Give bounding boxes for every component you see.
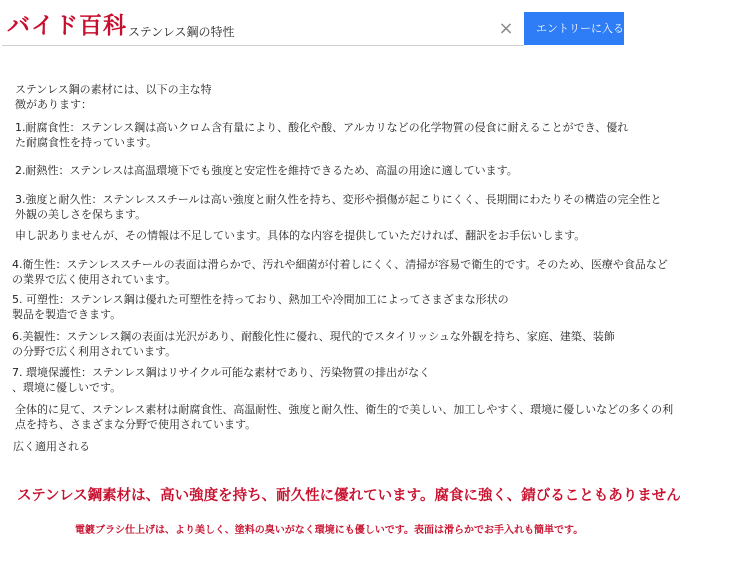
- property-heat-resistance: [15, 163, 518, 178]
- paragraph-line: た耐腐食性を持っています。: [15, 136, 158, 149]
- paragraph-line: 申し訳ありませんが、その情報は不足しています。具体的な内容を提供していただければ、翻訳をお手伝いします。: [15, 229, 586, 242]
- property-aesthetics: [12, 329, 615, 359]
- paragraph-line: 製品を製造できます。: [12, 308, 122, 321]
- property-hygiene: [12, 257, 668, 287]
- paragraph-line: 外観の美しさを保ちます。: [15, 208, 147, 221]
- apology-note: [15, 228, 585, 243]
- property-corrosion-resistance: [15, 120, 628, 150]
- intro-paragraph: [15, 82, 212, 112]
- property-plasticity: [12, 292, 509, 322]
- paragraph-line: 、環境に優しいです。: [12, 381, 122, 394]
- search-query-text[interactable]: ステンレス鋼の特性: [128, 25, 235, 39]
- paragraph-line: 2.耐熱性：ステンレスは高温環境下でも強度と安定性を維持できるため、高温の用途に適しています。: [15, 164, 518, 177]
- intro-line-1: ステンレス鋼の素材には、以下の主な特: [15, 83, 212, 96]
- usage-note: [13, 439, 90, 454]
- paragraph-line: 6.美観性：ステンレス鋼の表面は光沢があり、耐酸化性に優れ、現代的でスタイリッシュな外観を持ち、家庭、建築、装飾: [12, 330, 615, 343]
- brand-logo[interactable]: バイド百科: [7, 13, 127, 39]
- summary-paragraph: [15, 402, 673, 432]
- entry-button[interactable]: エントリーに入る: [524, 12, 624, 45]
- paragraph-line: 3.強度と耐久性：ステンレススチールは高い強度と耐久性を持ち、変形や損傷が起こりにくく、長期間にわたりその構造の完全性と: [15, 193, 662, 206]
- paragraph-line: の業界で広く使用されています。: [12, 273, 177, 286]
- paragraph-line: 広く適用される: [13, 440, 90, 453]
- promo-subline: 電鍍ブラシ仕上げは、より美しく、塗料の臭いがなく環境にも優しいです。表面は滑らかでお手入れも簡単です。: [75, 525, 584, 536]
- promo-tagline: ステンレス鋼素材は、高い強度を持ち、耐久性に優れています。腐食に強く、錆びることもありません: [17, 488, 681, 504]
- clear-icon[interactable]: ×: [498, 18, 514, 39]
- property-eco-friendly: [12, 365, 430, 395]
- paragraph-line: 点を持ち、さまざまな分野で使用されています。: [15, 418, 257, 431]
- intro-line-2: 徴があります：: [15, 98, 92, 111]
- paragraph-line: 5. 可塑性：ステンレス鋼は優れた可塑性を持っており、熱加工や冷間加工によってさまざまな形状の: [12, 293, 509, 306]
- paragraph-line: の分野で広く利用されています。: [12, 345, 177, 358]
- property-strength: [15, 192, 661, 222]
- paragraph-line: 7. 環境保護性：ステンレス鋼はリサイクル可能な素材であり、汚染物質の排出がなく: [12, 366, 431, 379]
- paragraph-line: 全体的に見て、ステンレス素材は耐腐食性、高温耐性、強度と耐久性、衛生的で美しい、加工しやすく、環境に優しいなどの多くの利: [15, 403, 674, 416]
- paragraph-line: 1.耐腐食性：ステンレス鋼は高いクロム含有量により、酸化や酸、アルカリなどの化学物質の侵食に耐えることができ、優れ: [15, 121, 629, 134]
- paragraph-line: 4.衛生性：ステンレススチールの表面は滑らかで、汚れや細菌が付着しにくく、清掃が容易で衛生的です。そのため、医療や食品など: [12, 258, 668, 271]
